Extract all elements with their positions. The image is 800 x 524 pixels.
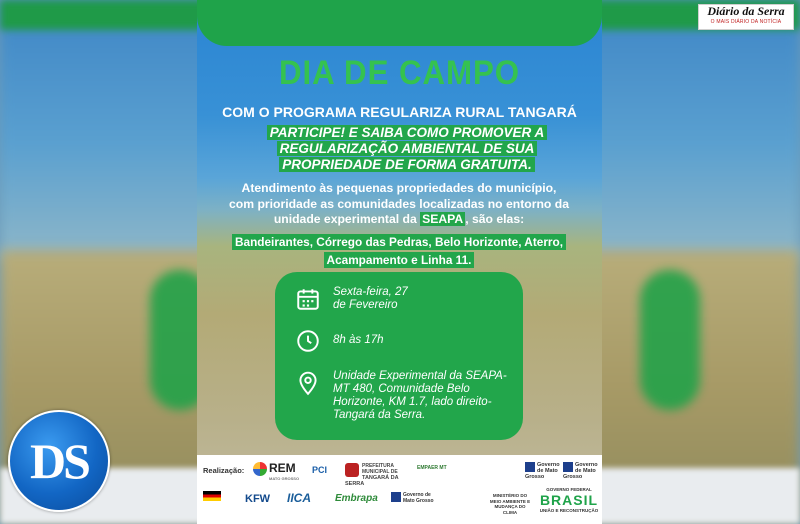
gov-mt-3-text: Governo de Mato Grosso [403, 492, 434, 504]
description-line-2: com prioridade as comunidades localizadas no entorno da [229, 196, 569, 211]
background-green-shape-right [640, 270, 700, 410]
poster-subtitle: COM O PROGRAMA REGULARIZA RURAL TANGARÁ [222, 104, 577, 120]
event-time: 8h às 17h [333, 334, 384, 346]
prefeitura-logo [345, 463, 403, 487]
masthead-slogan: O MAIS DIÁRIO DA NOTÍCIA [710, 19, 782, 25]
cta-line-1: PARTICIPE! E SAIBA COMO PROMOVER A [267, 125, 548, 140]
ds-watermark-logo [8, 410, 110, 512]
partners-strip [197, 455, 602, 524]
calendar-icon [295, 286, 321, 312]
gov-mt-1-text: Governo de Mato Grosso [525, 462, 560, 480]
event-info-card [275, 272, 523, 440]
prefeitura-crest-icon [345, 463, 359, 477]
realizacao-label: Realização: [203, 466, 245, 475]
poster-title: DIA DE CAMPO [278, 54, 521, 92]
pci-logo: PCI [312, 465, 328, 475]
description-tail-after: , são elas: [465, 212, 525, 226]
description-line-3 [219, 212, 579, 228]
event-location-row [275, 370, 523, 422]
event-date: Sexta-feira, 27 de Fevereiro [333, 286, 408, 311]
ministerio-logo: MINISTÉRIO DO MEIO AMBIENTE E MUDANÇA DO CLIMA [489, 493, 531, 515]
description-line-1: Atendimento às pequenas propriedades do município, [241, 181, 557, 195]
gov-mt-3-icon [391, 492, 401, 502]
embrapa-logo: Embrapa [335, 493, 378, 504]
masthead-name: Diário da Serra [707, 4, 785, 18]
event-date-row [275, 286, 523, 312]
clock-icon [295, 328, 321, 354]
seapa-tag: SEAPA [422, 212, 464, 226]
event-poster [197, 0, 602, 524]
empaer-logo: EMPAER MT [417, 465, 447, 471]
rem-logo [253, 461, 299, 481]
governo-federal-logo [539, 487, 599, 514]
germany-flag-icon [203, 491, 221, 501]
germany-cooperation-logo [203, 491, 221, 501]
rem-logo-text: REM [269, 461, 296, 475]
event-location: Unidade Experimental da SEAPA- MT 480, Comunidade Belo Horizonte, KM 1.7, lado direito- Tangará da Serra. [333, 370, 507, 421]
gov-federal-top: GOVERNO FEDERAL [546, 487, 592, 492]
gov-mt-2-icon [563, 462, 573, 472]
prefeitura-name: TANGARÁ DA SERRA [345, 475, 399, 487]
prefeitura-top-text: PREFEITURA MUNICIPAL DE [362, 463, 398, 475]
communities-line-2: Acampamento e Linha 11. [324, 252, 475, 268]
event-description [219, 181, 579, 228]
newspaper-masthead[interactable] [698, 4, 794, 30]
ds-logo-text: DS [30, 433, 88, 489]
iica-logo: IICA [287, 491, 311, 505]
event-time-row [275, 328, 523, 354]
gov-mt-logo-2 [563, 462, 601, 480]
gov-mt-logo-3 [391, 492, 435, 504]
gov-mt-2-text: Governo de Mato Grosso [563, 462, 598, 480]
brasil-sub: UNIÃO E RECONSTRUÇÃO [539, 508, 599, 513]
map-pin-icon [295, 370, 321, 396]
kfw-logo: KFW [245, 493, 271, 505]
rem-logo-subtext: MATO GROSSO [269, 475, 300, 481]
call-to-action [257, 125, 557, 173]
description-tail-before: unidade experimental da [273, 212, 421, 226]
communities-line-1: Bandeirantes, Córrego das Pedras, Belo Horizonte, Aterro, [232, 234, 566, 250]
gov-mt-logo-1 [525, 462, 563, 480]
poster-top-band [197, 0, 602, 46]
rem-mark-icon [253, 462, 267, 476]
brasil-wordmark: BRASIL [539, 492, 599, 508]
communities-list [213, 234, 585, 268]
cta-line-2: REGULARIZAÇÃO AMBIENTAL DE SUA [277, 141, 538, 156]
cta-line-3: PROPRIEDADE DE FORMA GRATUITA. [279, 157, 535, 172]
gov-mt-1-icon [525, 462, 535, 472]
